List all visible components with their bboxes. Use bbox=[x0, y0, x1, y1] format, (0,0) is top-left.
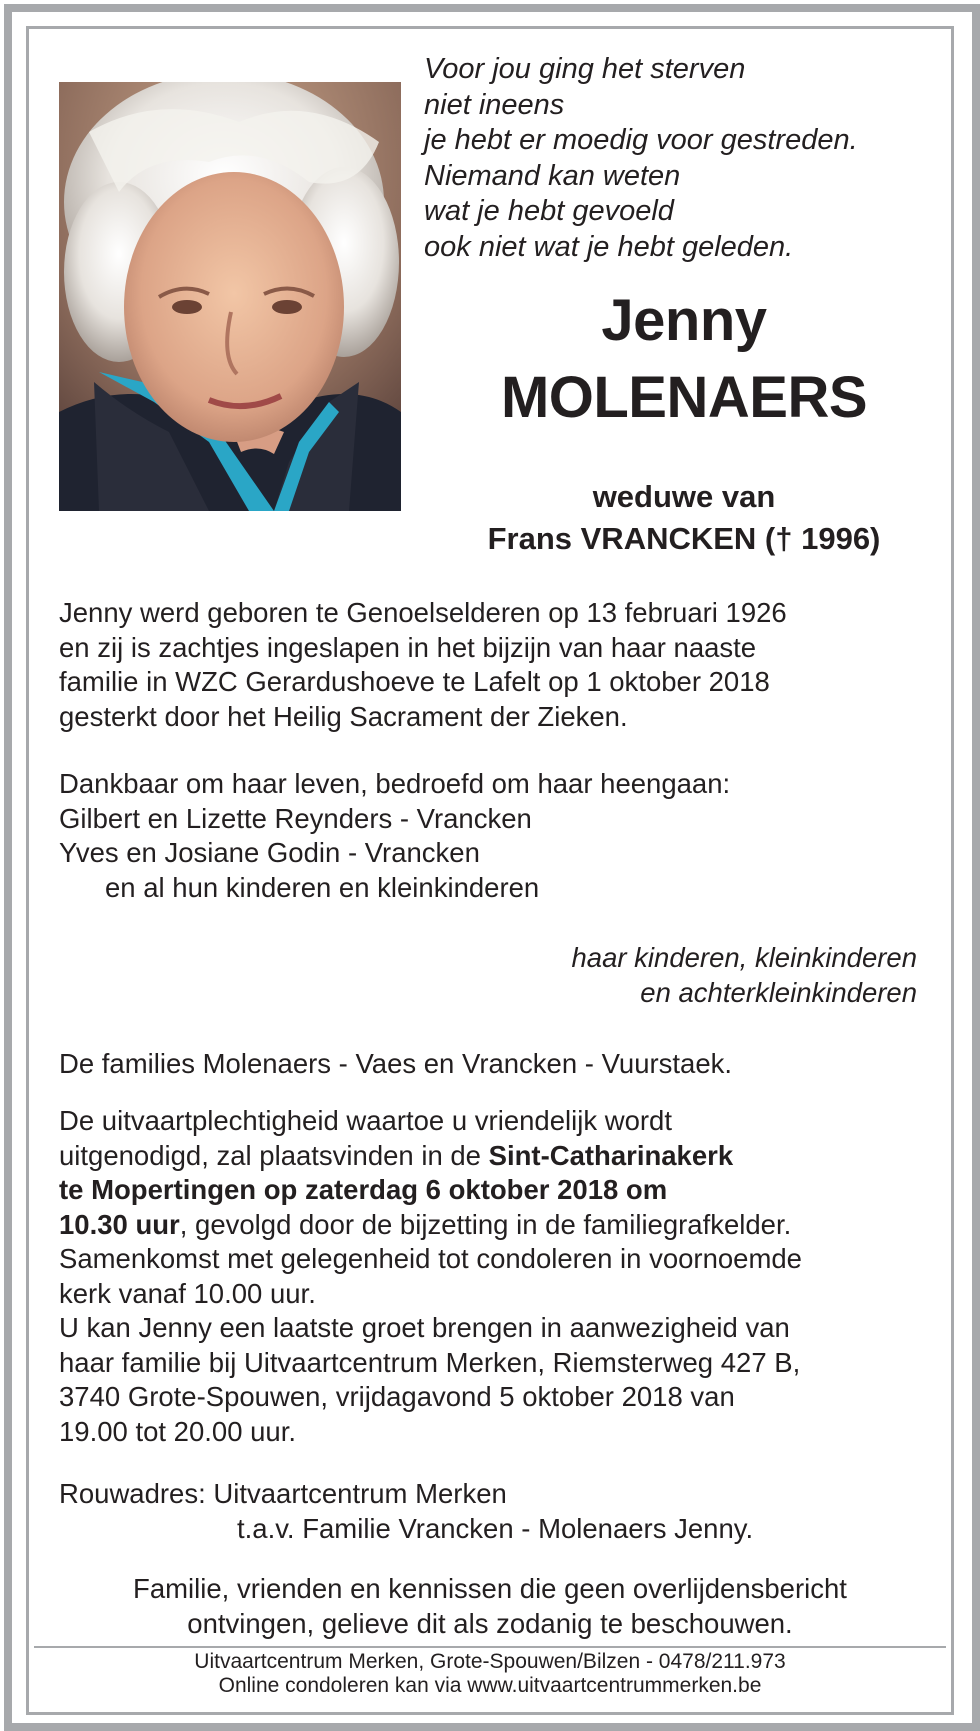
mourning-address bbox=[59, 1477, 753, 1546]
paragraph-line: Samenkomst met gelegenheid tot condoleren in voornoemde bbox=[59, 1243, 802, 1274]
paragraph-line bbox=[59, 1173, 802, 1208]
footer-divider bbox=[34, 1646, 946, 1648]
poem-line: niet ineens bbox=[424, 88, 565, 121]
deceased-last-name: MOLENAERS bbox=[500, 365, 868, 430]
ceremony-date: te Mopertingen op zaterdag 6 oktober 2018 om bbox=[59, 1174, 668, 1205]
closing-notice bbox=[40, 1571, 940, 1641]
paragraph-line: Jenny werd geboren te Genoelselderen op 13 februari 1926 bbox=[59, 597, 787, 628]
widow-label: weduwe van bbox=[592, 479, 776, 514]
birth-paragraph bbox=[59, 596, 787, 734]
footer bbox=[40, 1650, 940, 1698]
paragraph-line: 3740 Grote-Spouwen, vrijdagavond 5 oktober 2018 van bbox=[59, 1381, 735, 1412]
paragraph-line: U kan Jenny een laatste groet brengen in aanwezigheid van bbox=[59, 1312, 790, 1343]
ceremony-time: 10.30 uur bbox=[59, 1208, 180, 1240]
address-line: t.a.v. Familie Vrancken - Molenaers Jenny. bbox=[237, 1512, 754, 1544]
families-line: De families Molenaers - Vaes en Vrancken - Vuurstaek. bbox=[59, 1048, 733, 1079]
poem-line: Voor jou ging het sterven bbox=[424, 53, 746, 85]
paragraph-line: gesterkt door het Heilig Sacrament der Zieken. bbox=[59, 700, 628, 732]
funeral-home-contact: Uitvaartcentrum Merken, Grote-Spouwen/Bilzen - 0478/211.973 bbox=[194, 1650, 786, 1673]
ceremony-paragraph bbox=[59, 1104, 802, 1449]
poem bbox=[424, 52, 944, 265]
paragraph-line: 19.00 tot 20.00 uur. bbox=[59, 1415, 296, 1447]
paragraph-line bbox=[59, 1139, 802, 1174]
mourners-paragraph bbox=[59, 767, 730, 905]
mourners-intro: Dankbaar om haar leven, bedroefd om haar heengaan: bbox=[59, 768, 731, 799]
paragraph-line: De uitvaartplechtigheid waartoe u vriendelijk wordt bbox=[59, 1105, 672, 1136]
paragraph-line: haar familie bij Uitvaartcentrum Merken, Riemsterweg 427 B, bbox=[59, 1346, 801, 1378]
poem-line: wat je hebt gevoeld bbox=[424, 195, 674, 227]
signoff-line: haar kinderen, kleinkinderen bbox=[571, 942, 917, 973]
church-name: Sint-Catharinakerk bbox=[488, 1139, 734, 1171]
paragraph-line bbox=[59, 1208, 802, 1243]
late-husband: Frans VRANCKEN († 1996) bbox=[487, 521, 881, 556]
family-line: en al hun kinderen en kleinkinderen bbox=[105, 871, 540, 903]
poem-line: je hebt er moedig voor gestreden. bbox=[424, 124, 858, 156]
portrait-photo bbox=[59, 82, 401, 511]
poem-line: ook niet wat je hebt geleden. bbox=[424, 230, 794, 263]
family-line: Yves en Josiane Godin - Vrancken bbox=[59, 837, 480, 868]
poem-line: Niemand kan weten bbox=[424, 159, 681, 192]
mourners-signoff bbox=[572, 940, 918, 1010]
paragraph-line: en zij is zachtjes ingeslapen in het bijzijn van haar naaste bbox=[59, 631, 757, 663]
paragraph-line: kerk vanaf 10.00 uur. bbox=[59, 1277, 316, 1309]
widow-of bbox=[420, 476, 948, 560]
signoff-line: en achterkleinkinderen bbox=[640, 977, 917, 1008]
online-condolence-link[interactable]: Online condoleren kan via www.uitvaartcentrummerken.be bbox=[218, 1674, 762, 1697]
family-line: Gilbert en Lizette Reynders - Vrancken bbox=[59, 802, 532, 834]
ceremony-text: , gevolgd door de bijzetting in de familiegrafkelder. bbox=[179, 1208, 792, 1240]
address-line: Rouwadres: Uitvaartcentrum Merken bbox=[59, 1478, 507, 1509]
deceased-first-name: Jenny bbox=[601, 288, 767, 353]
closing-line: ontvingen, gelieve dit als zodanig te beschouwen. bbox=[187, 1608, 793, 1639]
ceremony-text: uitgenodigd, zal plaatsvinden in de bbox=[59, 1139, 489, 1171]
paragraph-line: familie in WZC Gerardushoeve te Lafelt op 1 oktober 2018 bbox=[59, 666, 770, 697]
closing-line: Familie, vrienden en kennissen die geen overlijdensbericht bbox=[133, 1573, 847, 1604]
